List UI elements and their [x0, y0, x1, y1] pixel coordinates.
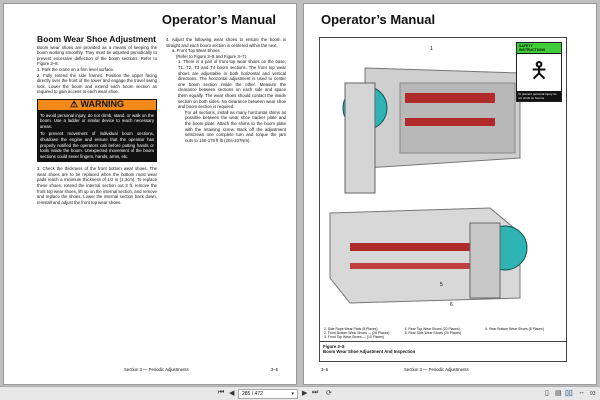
safety-sign-text: To prevent personal injury do not climb on booms [517, 91, 561, 101]
step-4a-1b: For all sections, install as many horizontal shims as possible between the wear shoe backer plate and the boom plate. Attach the shims to the boom plate with the retaining screw. Back off the adjustment setscrews one complete turn and torque the jam nuts to 150-175 ft lb (204-237Nm). [185, 109, 286, 143]
section-title: Boom Wear Shoe Adjustment [37, 34, 157, 44]
intro-text: Boom wear shoes are provided as a means of keeping the boom working smoothly. They must be adjusted periodically to prevent excessive deflection of the boom sections. Refer to Figure 3–8. [37, 44, 157, 67]
single-page-view-icon[interactable]: ▯ [545, 390, 549, 397]
zoom-level[interactable]: 93 [590, 391, 596, 397]
figure-legend [324, 327, 562, 339]
legend-item: 5. Rear Side Wear Shoes (20 Places) [404, 331, 462, 335]
next-page-button[interactable]: ▶ [302, 390, 308, 397]
step-2: 2. Fully extend the side frames. Position the upper facing directly over the front of the tower and engage the travel swing lock. Lower the boom and extend each boom section as required to gain access to each wear shoe. [37, 72, 157, 95]
page-number-input[interactable]: 285 / 472 ▾ [238, 389, 298, 399]
left-page [3, 3, 297, 385]
step-1: 1. Park the crane on a firm level surface. [37, 66, 115, 72]
safety-sign [516, 42, 562, 102]
figure-title: Boom Wear Shoe Adjustment And Inspection [323, 349, 416, 354]
legend-item: 4. Rear Top Wear Shoes (20 Places) [404, 327, 460, 331]
warning-text-1: To avoid personal injury, do not climb, stand, or walk on the boom. Use a ladder or similar device to reach necessary areas. [40, 112, 154, 129]
safety-sign-title: SAFETY INSTRUCTIONS [517, 43, 561, 54]
callout-5: 5 [440, 282, 443, 288]
prev-page-button[interactable]: ◀ [229, 390, 235, 397]
pdf-toolbar [0, 386, 600, 400]
warning-header: ⚠ WARNING [37, 99, 157, 111]
legend-item: 1. Side Rope Wear Pads (8 Places) [324, 327, 378, 331]
last-page-button[interactable]: ⏭ [312, 389, 319, 396]
right-column [166, 37, 286, 143]
left-column [37, 34, 157, 205]
legend-item [485, 331, 562, 335]
page-header: Operator’s Manual [161, 12, 276, 27]
falling-person-icon: 🯅 [529, 58, 549, 83]
step-4: 4. Adjust the following wear shoes to ensure the boom is straight and each boom section is centered within the next. [166, 37, 286, 48]
warning-label: WARNING [80, 98, 125, 109]
figure [319, 37, 567, 362]
page-number-value: 285 / 472 [242, 391, 263, 397]
footer-section: Section 3 — Periodic Adjustments [124, 367, 189, 372]
step-4a-ref: (Refer to Figure 3–8 and Figure 3–7) [176, 53, 246, 59]
callout-6: 6 [450, 302, 453, 308]
warning-text-2: To prevent movement of individual boom sections, shutdown the engine and ensure that the operator has properly notified the operators cab before putting hands or tools inside the boom. Unexpected movement of the boom sections could sever fingers, hands, arms, etc. [40, 131, 154, 159]
callout-1: 1 [430, 46, 433, 52]
legend-item: 2. Front Bottom Wear Shoes — (28 Places) [324, 331, 390, 335]
legend-item: 3. Front Top Wear Shoes — (10 Places) [324, 335, 384, 339]
warning-box [37, 99, 157, 162]
page-header: Operator’s Manual [321, 12, 436, 27]
two-page-view-icon[interactable]: ▯▯ [565, 390, 573, 397]
footer-section: Section 3 — Periodic Adjustments [404, 367, 469, 372]
fit-width-icon[interactable]: ↔ [578, 389, 585, 396]
step-4a-1: 1. There is a pair of front top wear shoes on the base, T1, T2, T3 and T4 boom sections. The front top wear shoes are adjustable in both horizontal and vertical directions. The horizontal adjustment is used to center one boom section inside the other. Measure the clearance between sections on each side and space them equally. The wear shoes should contact the inside section on both sides. No clearance between wear shoe and boom section is required. [178, 59, 286, 110]
step-4a: a. Front Top Wear Shoes [172, 48, 220, 54]
figure-label: Figure 3–8 [323, 344, 345, 349]
boom-lower [330, 208, 527, 303]
step-3: 3. Check the thickness of the front bottom wear shoes. The wear shoes are to be replaced when the bottom most wear pads reach a minimum thickness of 1/2 in (1.3cm). To replace these shoes, extend the internal section out 3 ft, remove the front top wear shoes, lift up on the internal section, and remove and replace the shoes. Lower the internal section back down, reinstall and adjust the front top wear shoes. [37, 166, 157, 205]
right-page [303, 3, 597, 385]
figure-caption [320, 341, 566, 361]
first-page-button[interactable]: ⏮ [218, 389, 225, 396]
continuous-view-icon[interactable]: ▤ [555, 390, 562, 397]
legend-item: 6. Rear Bottom Wear Shoes (8 Places) [485, 327, 544, 331]
footer-page: 3–6 [321, 367, 329, 372]
footer-page: 3–5 [270, 367, 278, 372]
rotate-icon[interactable]: ⟳ [326, 390, 332, 397]
